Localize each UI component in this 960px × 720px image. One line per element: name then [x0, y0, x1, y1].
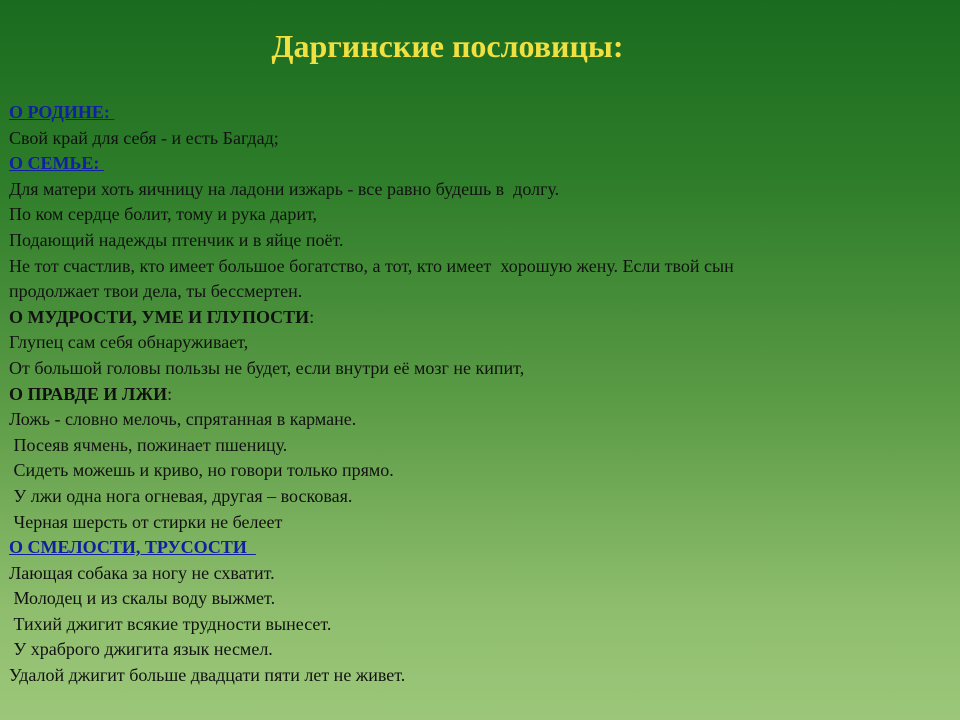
- page-title: Даргинские пословицы:: [271, 28, 624, 64]
- proverb-line: Сидеть можешь и криво, но говори только прямо.: [9, 460, 394, 481]
- section-heading: [9, 382, 944, 408]
- section-heading: [9, 100, 944, 126]
- section-heading: [9, 151, 944, 177]
- proverb-line: Тихий джигит всякие трудности вынесет.: [9, 613, 332, 634]
- proverb-line: Свой край для себя - и есть Багдад;: [9, 127, 279, 148]
- proverb-line: Молодец и из скалы воду выжмет.: [9, 588, 276, 609]
- proverb-line: Посеяв ячмень, пожинает пшеницу.: [9, 434, 288, 455]
- section-heading: [9, 535, 944, 561]
- section-heading-link[interactable]: О СЕМЬЕ:: [9, 153, 104, 174]
- section-heading-link[interactable]: О РОДИНЕ:: [9, 102, 115, 122]
- proverb-line: Подающий надежды птенчик и в яйце поёт.: [9, 229, 344, 250]
- proverb-line: Лающая собака за ногу не схватит.: [9, 562, 275, 583]
- proverb-line: От большой головы пользы не будет, если внутри её мозг не кипит,: [9, 357, 525, 378]
- proverb-line: По ком сердце болит, тому и рука дарит,: [9, 204, 317, 225]
- proverb-line: Не тот счастлив, кто имеет большое богатство, а тот, кто имеет хорошую жену. Если твой сын: [9, 255, 734, 276]
- proverb-line: Ложь - словно мелочь, спрятанная в кармане.: [9, 409, 357, 430]
- proverb-line: Черная шерсть от стирки не белеет: [9, 511, 283, 532]
- proverb-line: Для матери хоть яичницу на ладони изжарь - все равно будешь в долгу.: [9, 178, 560, 199]
- heading-colon: :: [309, 306, 315, 327]
- section-heading-label: О МУДРОСТИ, УМЕ И ГЛУПОСТИ: [9, 306, 310, 327]
- section-heading: [9, 305, 944, 331]
- proverb-line: продолжает твои дела, ты бессмертен.: [9, 281, 303, 302]
- section-heading-link[interactable]: О СМЕЛОСТИ, ТРУСОСТИ: [9, 537, 256, 558]
- proverb-line: У лжи одна нога огневая, другая – восковая.: [9, 485, 353, 506]
- heading-colon: :: [167, 383, 173, 404]
- section-heading-label: О ПРАВДЕ И ЛЖИ: [9, 383, 168, 404]
- proverb-line: Глупец сам себя обнаруживает,: [9, 332, 249, 353]
- proverbs-list: [9, 100, 944, 689]
- proverb-line: Удалой джигит больше двадцати пяти лет не живет.: [9, 665, 406, 686]
- proverb-line: У храброго джигита язык несмел.: [9, 639, 273, 660]
